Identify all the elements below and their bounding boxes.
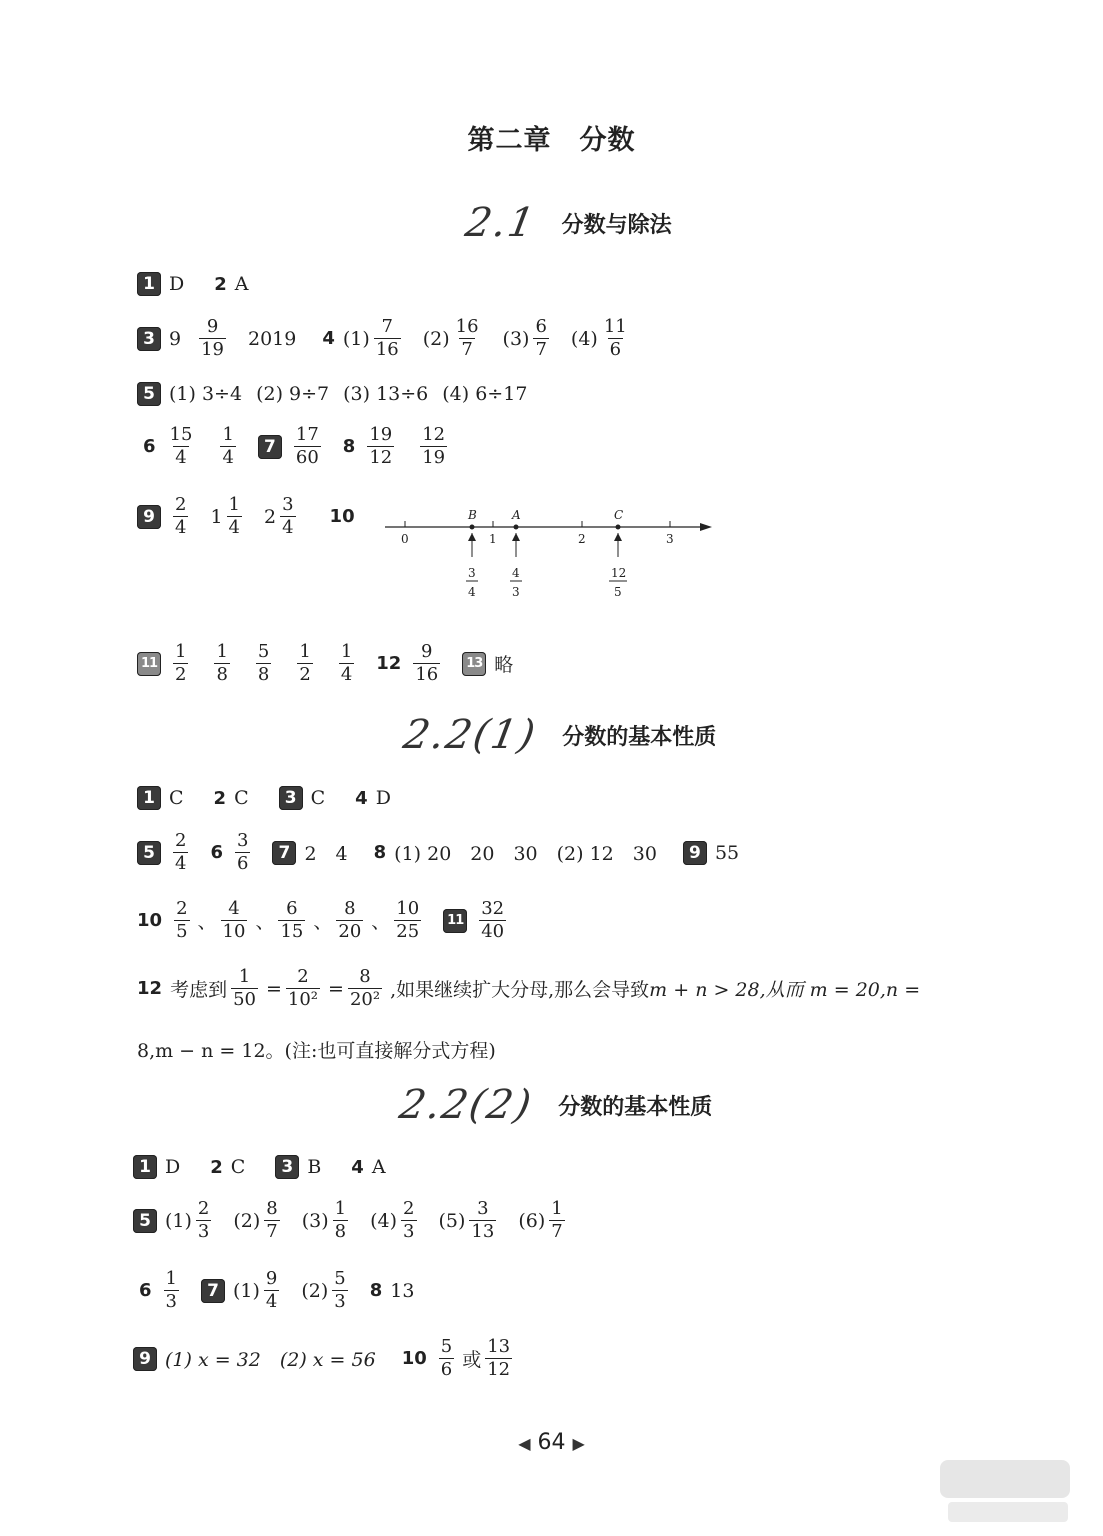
fraction: $\frac{1}{4}$: [228, 494, 240, 538]
question-badge: 9: [137, 505, 161, 529]
section-number: 2.2(1): [399, 712, 541, 758]
section-title: 分数的基本性质: [558, 1094, 713, 1120]
fraction: $\frac{19}{12}$: [369, 424, 393, 468]
answer-row: 10 $\frac{2}{5}$ 、 $\frac{4}{10}$ 、 $\frac{6}{15}$ 、 $\frac{8}{20}$ 、 $\frac{10}{25}$ 11 $\frac{32}{40}$: [137, 898, 505, 942]
question-number: 6: [210, 842, 223, 863]
question-number: 2: [213, 787, 227, 809]
question-badge: 3: [279, 786, 303, 810]
question-number: 6: [139, 1280, 152, 1301]
left-triangle-icon: ◀: [518, 1434, 531, 1453]
question-badge: 11: [443, 909, 467, 933]
question-badge: 1: [133, 1155, 157, 1179]
tick-label: 2: [578, 532, 586, 546]
fraction: $\frac{1}{4}$: [222, 424, 234, 468]
section-number: 2.2(2): [395, 1082, 537, 1128]
point-label: C: [614, 508, 624, 522]
question-badge: 9: [683, 841, 707, 865]
fraction: $\frac{16}{7}$: [455, 316, 479, 360]
question-badge: 5: [137, 841, 161, 865]
question-badge: 9: [133, 1347, 157, 1371]
question-number: 8: [369, 1280, 383, 1301]
answer-continuation: 8,m − n = 12。(注:也可直接解分式方程): [137, 1040, 496, 1062]
question-badge: 5: [133, 1209, 157, 1233]
question-number: 2: [210, 1156, 223, 1178]
svg-text:4: 4: [512, 566, 520, 580]
answer-row: 5 (1) $\frac{2}{3}$ (2) $\frac{8}{7}$ (3) $\frac{1}{8}$ (4) $\frac{2}{3}$ (5) $\frac{3}{13}$ (6) $\frac{1}{7}$: [133, 1198, 573, 1243]
fraction: $\frac{17}{60}$: [295, 424, 319, 468]
section-title: 分数与除法: [561, 212, 672, 238]
question-badge: 7: [258, 435, 282, 459]
answer-row: 5 (1) 3÷4 (2) 9÷7 (3) 13÷6 (4) 6÷17: [137, 382, 527, 406]
answer: 略: [494, 654, 514, 676]
section-number: 2.1: [461, 200, 540, 246]
answer-row: 11 $\frac{1}{2}$ $\frac{1}{8}$ $\frac{5}{8}$ $\frac{1}{2}$ $\frac{1}{4}$ 12 $\frac{9}{16}$ 13 略: [137, 641, 513, 686]
question-number: 2: [214, 273, 227, 295]
question-badge: 1: [137, 272, 161, 296]
answer: A: [234, 273, 249, 295]
answer-row: 12 考虑到 $\frac{1}{50}$ = $\frac{2}{\text{10²}}$ = $\frac{8}{\text{20²}}$ ,如果继续扩大分母,那么会导致 m + n > 28,从而 m = 20,n =: [137, 966, 921, 1010]
section-heading: [461, 200, 672, 246]
svg-text:4: 4: [468, 585, 476, 599]
answer-row: 9 $\frac{2}{4}$ 1 $\frac{1}{4}$ 2 $\frac{3}{4}$ 10: [137, 494, 363, 539]
question-number: 10: [137, 910, 163, 931]
question-badge: 3: [137, 327, 161, 351]
fraction: $\frac{6}{7}$: [535, 316, 547, 360]
question-badge: 1: [137, 786, 161, 810]
point-a: [514, 525, 519, 530]
section-title: 分数的基本性质: [562, 724, 717, 750]
tick-label: 3: [666, 532, 674, 546]
svg-text:12: 12: [611, 566, 627, 580]
question-badge: 7: [272, 841, 296, 865]
svg-text:5: 5: [614, 585, 622, 599]
answer: 9: [169, 327, 182, 350]
answer: D: [169, 273, 185, 295]
fraction: $\frac{9}{19}$: [201, 316, 224, 360]
point-c: [616, 525, 621, 530]
svg-text:3: 3: [468, 566, 476, 580]
chapter-title: 第二章 分数: [467, 125, 636, 156]
question-number: 8: [373, 842, 387, 863]
answer: 2019: [248, 327, 297, 350]
answer-row: 5 $\frac{2}{4}$ 6 $\frac{3}{6}$ 7 2 4 8 (1) 20 20 30 (2) 12 30 9 55: [137, 830, 739, 875]
fraction: $\frac{15}{4}$: [169, 424, 193, 468]
watermark-logo: [930, 1450, 1090, 1530]
fraction: $\frac{3}{4}$: [282, 494, 294, 538]
question-badge: 5: [137, 382, 161, 406]
question-badge: 11: [137, 652, 161, 676]
fraction: $\frac{2}{4}$: [175, 494, 187, 538]
fraction: $\frac{7}{16}$: [375, 316, 399, 360]
fraction: $\frac{11}{6}$: [603, 316, 627, 360]
right-triangle-icon: ▶: [572, 1434, 585, 1453]
question-badge: 13: [462, 652, 486, 676]
question-number: 10: [329, 506, 355, 527]
question-badge: 7: [201, 1279, 225, 1303]
section-heading: [395, 1082, 713, 1128]
fraction: $\frac{12}{19}$: [422, 424, 446, 468]
answer-row: 6 $\frac{1}{3}$ 7 (1) $\frac{9}{4}$ (2) $\frac{5}{3}$ 8 13: [139, 1268, 415, 1312]
number-line-diagram: [380, 505, 720, 605]
question-number: 4: [351, 1156, 364, 1178]
answer-row: 3 9 $\frac{9}{19}$ 2019 4 (1) $\frac{7}{16}$ (2) $\frac{16}{7}$ (3) $\frac{6}{7}$ (4) $\frac{11}{6}$: [137, 316, 637, 361]
answer-row: 1 D 2 C 3 B 4 A: [133, 1155, 416, 1179]
point-b: [470, 525, 475, 530]
section-heading: [399, 712, 717, 758]
tick-label: 0: [401, 532, 409, 546]
tick-label: 1: [489, 532, 497, 546]
question-number: 6: [143, 436, 156, 457]
question-number: 12: [376, 653, 402, 674]
svg-text:3: 3: [512, 585, 520, 599]
answer-row: [137, 272, 279, 296]
question-number: 4: [355, 787, 368, 809]
question-number: 8: [342, 436, 356, 457]
question-badge: 3: [275, 1155, 299, 1179]
answer-row: 9 (1) x = 32 (2) x = 56 10 $\frac{5}{6}$ 或 $\frac{13}{12}$: [133, 1336, 520, 1381]
point-label: A: [512, 508, 521, 522]
point-label: B: [468, 508, 477, 522]
page-number: ◀ 64 ▶: [518, 1430, 585, 1455]
answer-row: 1 C 2 C 3 C 4 D: [137, 786, 421, 810]
question-number: 12: [137, 978, 163, 999]
question-number: 10: [401, 1348, 427, 1369]
arrow-head-icon: [700, 523, 712, 531]
question-number: 4: [322, 328, 335, 349]
answer-row: [143, 424, 455, 469]
